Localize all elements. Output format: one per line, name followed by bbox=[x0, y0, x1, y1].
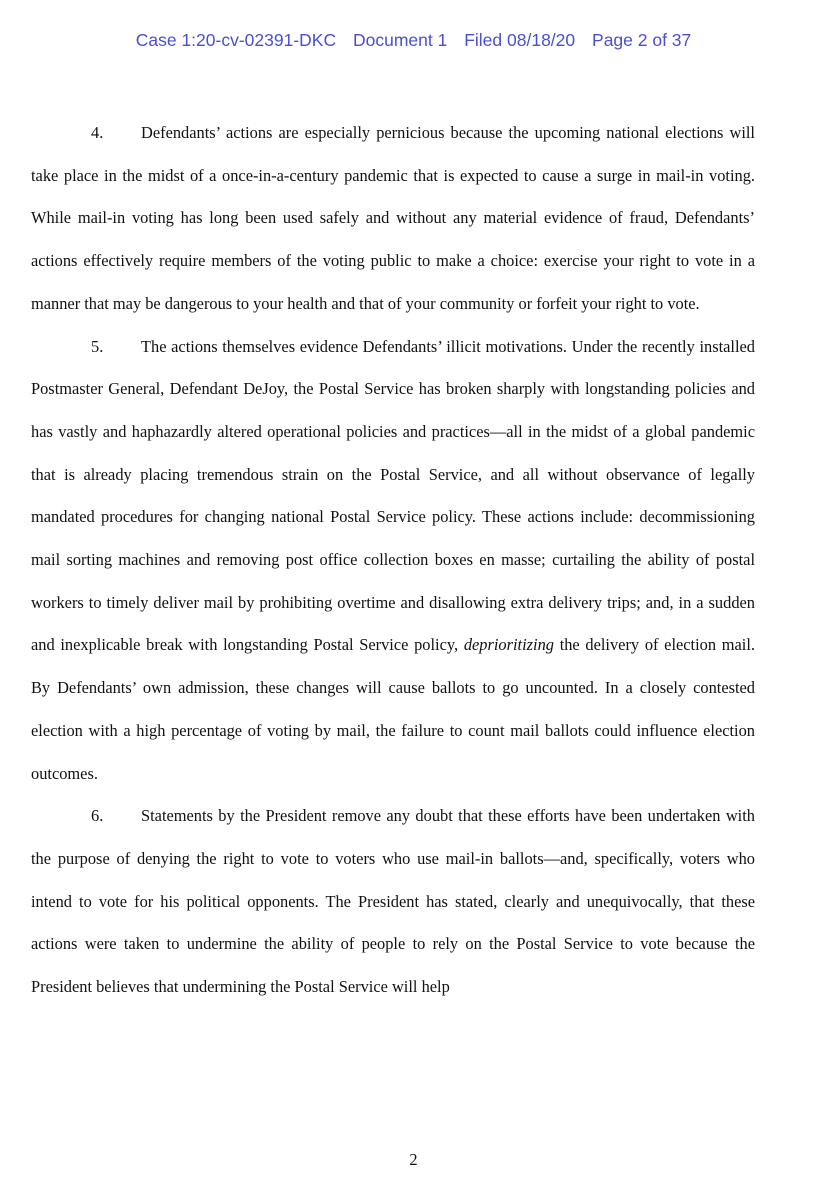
paragraph-4 bbox=[31, 112, 755, 326]
paragraph-number: 4. bbox=[91, 123, 104, 142]
paragraph-number: 6. bbox=[91, 806, 104, 826]
document-number: Document 1 bbox=[352, 30, 448, 50]
page-number: 2 bbox=[409, 1150, 418, 1169]
paragraph-5 bbox=[31, 326, 755, 796]
paragraph-6 bbox=[31, 795, 755, 1009]
case-number: Case 1:20-cv-02391-DKC bbox=[135, 30, 337, 50]
emphasized-word: deprioritizing bbox=[463, 635, 554, 655]
ecf-header bbox=[0, 30, 827, 51]
paragraph-text: Statements by the President remove any doubt that these efforts have been undertaken with the purpose of denying the right to vote to voters who use mail-in ballots—and, specifically, voters who intend to vote for his political opponents. The President has stated, clearly and unequivocally, that these actions were taken to undermine the ability of people to rely on the Postal Service to vote because the President believes that undermining the Postal Service will help bbox=[31, 806, 755, 997]
document-body bbox=[31, 112, 755, 1009]
paragraph-number: 5. bbox=[91, 336, 104, 356]
paragraph-text: Defendants’ actions are especially pernicious because the upcoming national elections will take place in the midst of a once-in-a-century pandemic that is expected to cause a surge in mail-in voting. While mail-in voting has long been used safely and without any material evidence of fraud, Defendants’ actions effectively require members of the voting public to make a choice: exercise your right to vote in a manner that may be dangerous to your health and that of your community or forfeit your right to vote. bbox=[31, 123, 755, 313]
filed-date: Filed 08/18/20 bbox=[464, 30, 576, 50]
paragraph-text-continued: the delivery of election mail. By Defendants’ own admission, these changes will cause ballots to go uncounted. In a closely contested election with a high percentage of voting by mail, the failure to count mail ballots could influence election outcomes. bbox=[31, 635, 755, 783]
page-count: Page 2 of 37 bbox=[592, 30, 692, 50]
paragraph-text: The actions themselves evidence Defendants’ illicit motivations. Under the recently installed Postmaster General, Defendant DeJoy, the Postal Service has broken sharply with longstanding policies and has vastly and haphazardly altered operational policies and practices—all in the midst of a global pandemic that is already placing tremendous strain on the Postal Service, and all without observance of legally mandated procedures for changing national Postal Service policy. These actions include: decommissioning mail sorting machines and removing post office collection boxes en masse; curtailing the ability of postal workers to timely deliver mail by prohibiting overtime and disallowing extra delivery trips; and, in a sudden and inexplicable break with longstanding Postal Service policy, bbox=[31, 336, 755, 655]
